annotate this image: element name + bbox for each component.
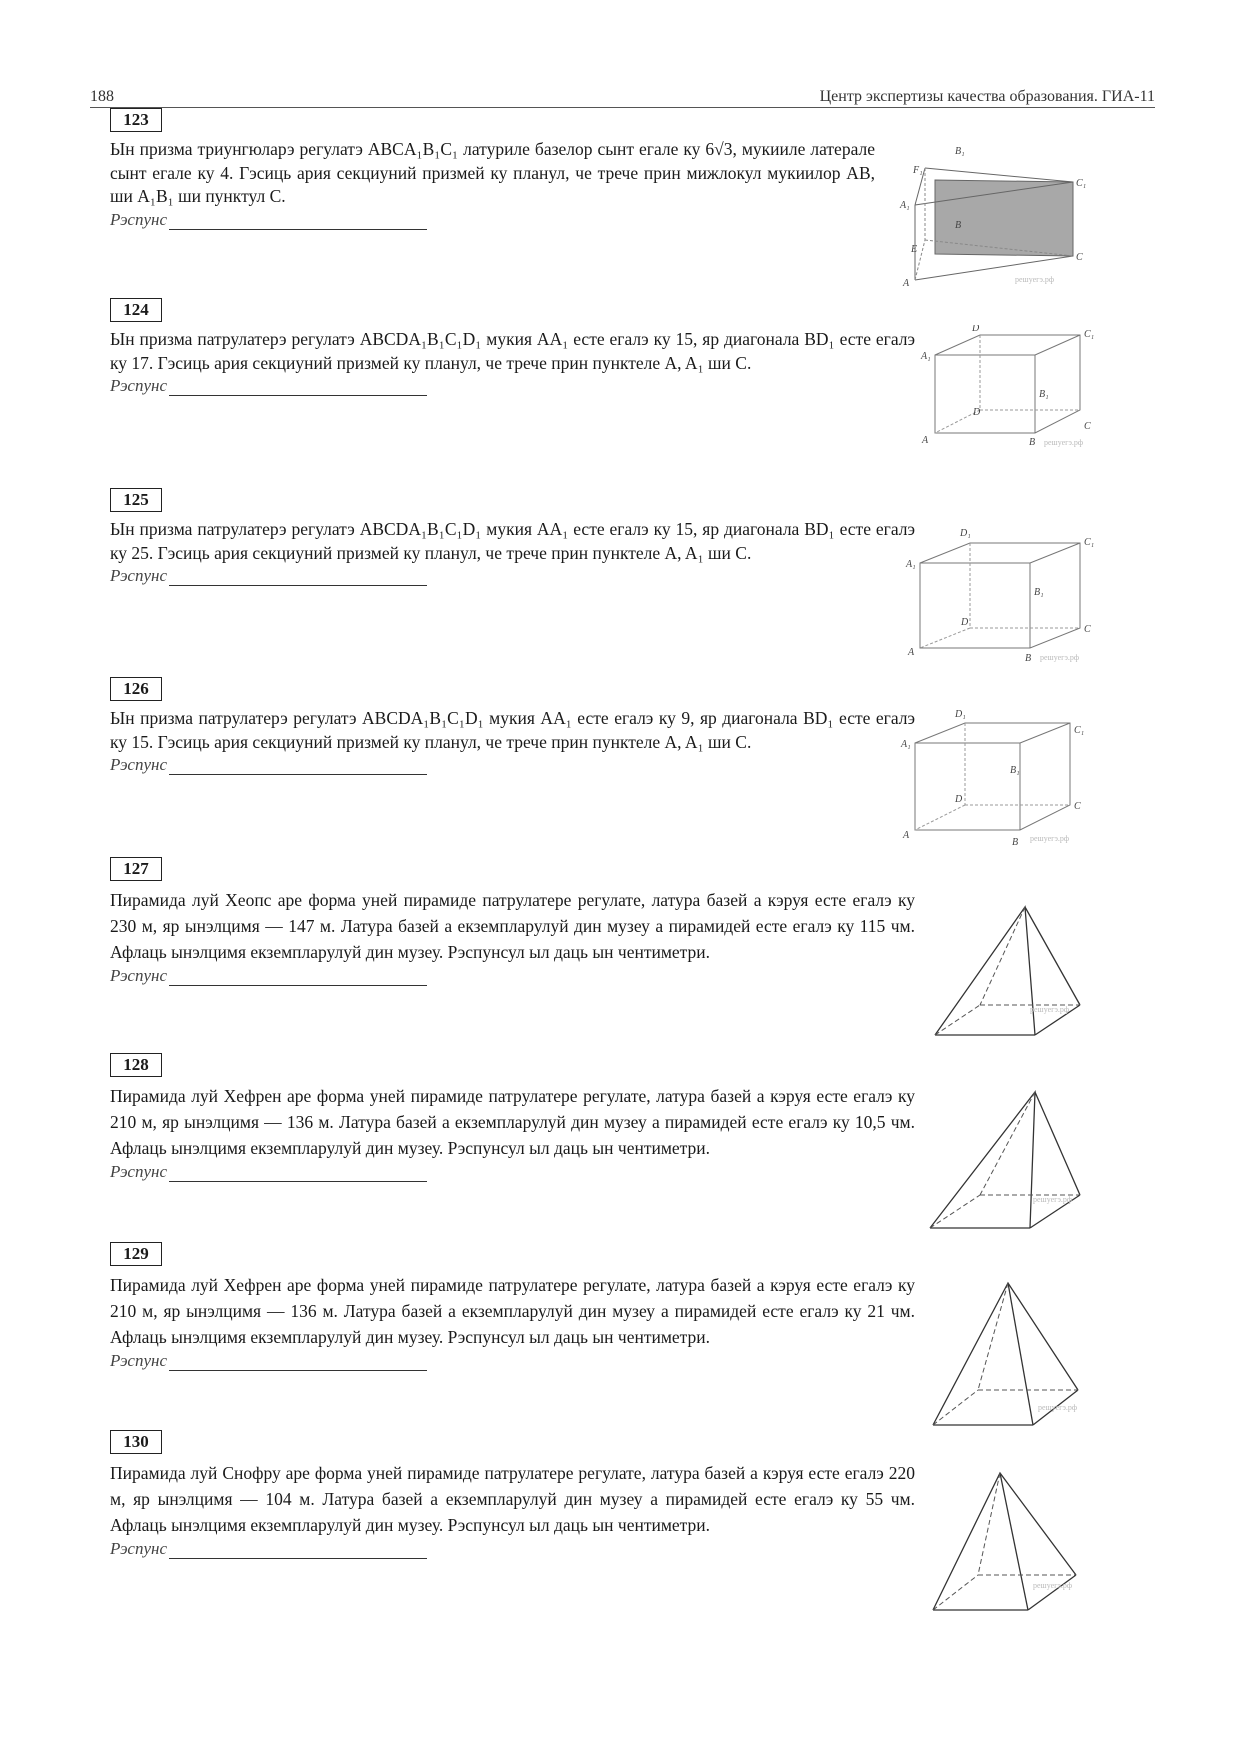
vertex-label: C <box>1084 421 1091 432</box>
watermark: решуегэ.рф <box>1033 1581 1073 1590</box>
prism-figure-126 <box>900 705 1100 855</box>
vertex-label: D <box>955 794 963 805</box>
task-text: Пирамида луй Хефрен аре форма уней пирамиде патрулатере регулате, латура базей а кэруя есте егалэ ку 210 м, яр ынэлцимя — 136 м. Латура базей а екземпларулуй дин музеу а пирамидей есте егалэ ку 10,5 чм. Афлаць ынэлцимя екземпларулуй дин музеу. Рэспунсул ыл даць ын чентиметри. <box>110 1086 915 1158</box>
vertex-label: A <box>908 647 915 658</box>
task-text: Пирамида луй Хеопс аре форма уней пирамиде патрулатере регулате, латура базей а кэруя есте егалэ ку 230 м, яр ынэлцимя — 147 м. Латура базей а екземпларулуй дин музеу а пирамидей есте егалэ ку 115 чм. Афлаць ынэлцимя екземпларулуй дин музеу. Рэспунсул ыл даць ын чентиметри. <box>110 890 915 962</box>
prism-figure-124 <box>920 325 1105 475</box>
task-text: Пирамида луй Снофру аре форма уней пирамиде патрулатере регулате, латура базей а кэруя есте егалэ 220 м, яр ынэлцимя — 104 м. Латура базей а екземпларулуй дин музеу а пирамидей есте егалэ ку 55 чм. Афлаць ынэлцимя екземпларулуй дин музеу. Рэспунсул ыл даць ын чентиметри. <box>110 1463 915 1535</box>
task-number: 127 <box>110 857 162 881</box>
answer-line[interactable] <box>169 378 427 396</box>
vertex-label: B₁ <box>1034 587 1044 598</box>
task-text: Пирамида луй Хефрен аре форма уней пирамиде патрулатере регулате, латура базей а кэруя есте егалэ ку 210 м, яр ынэлцимя — 136 м. Латура базей а екземпларулуй дин музеу а пирамидей есте егалэ ку 21 чм. Афлаць ынэлцимя екземпларулуй дин музеу. Рэспунсул ыл даць ын чентиметри. <box>110 1275 915 1347</box>
vertex-label: C₁ <box>1076 178 1087 189</box>
vertex-label: A₁ <box>900 200 910 211</box>
prism-figure-123 <box>895 140 1095 290</box>
vertex-label: B <box>1029 437 1036 448</box>
vertex-label: A₁ <box>906 559 916 570</box>
vertex-label: B₁ <box>955 146 965 157</box>
watermark: решуегэ.рф <box>1044 438 1084 447</box>
vertex-label: C <box>1084 624 1091 635</box>
task-number: 123 <box>110 108 162 132</box>
answer-line[interactable] <box>169 968 427 986</box>
vertex-label: D₁ <box>960 528 971 539</box>
header-title: Центр экспертизы качества образования. ГИА-11 <box>819 88 1155 105</box>
answer-label: Рэспунс <box>110 1539 167 1558</box>
watermark: решуегэ.рф <box>1015 275 1055 284</box>
vertex-label: C₁ <box>1084 329 1095 340</box>
pyramid-figure-127 <box>930 905 1090 1045</box>
answer-line[interactable] <box>169 568 427 586</box>
vertex-label: B <box>1025 653 1032 664</box>
vertex-label: C₁ <box>1074 725 1085 736</box>
vertex-label: C <box>1076 252 1083 263</box>
answer-line[interactable] <box>169 757 427 775</box>
answer-label: Рэспунс <box>110 566 167 585</box>
task-text: Ын призма триунгюларэ регулатэ ABCA₁B₁C₁ латуриле базелор сынт егале ку 6√3, мукииле латерале сынт егале ку 4. Гэсиць ария секциуний призмей ку планул, че трече прин мижлокул мукиилор AB, ши A₁B₁ ши пунктул C. <box>110 139 875 206</box>
vertex-label: C₁ <box>1084 537 1095 548</box>
vertex-label: D <box>973 407 981 418</box>
task-number: 129 <box>110 1242 162 1266</box>
answer-line[interactable] <box>169 212 427 230</box>
task-number: 125 <box>110 488 162 512</box>
answer-label: Рэспунс <box>110 755 167 774</box>
vertex-label: A₁ <box>921 351 931 362</box>
task-number: 128 <box>110 1053 162 1077</box>
vertex-label: D₁ <box>955 709 966 720</box>
task-number: 124 <box>110 298 162 322</box>
watermark: решуегэ.рф <box>1030 1005 1070 1014</box>
answer-label: Рэспунс <box>110 376 167 395</box>
vertex-label: B₁ <box>1039 389 1049 400</box>
vertex-label: A₁ <box>901 739 911 750</box>
vertex-label: C <box>1074 801 1081 812</box>
vertex-label: A <box>903 830 910 841</box>
vertex-label: F₁ <box>913 165 923 176</box>
vertex-label: D <box>961 617 969 628</box>
answer-label: Рэспунс <box>110 1162 167 1181</box>
vertex-label: B₁ <box>1010 765 1020 776</box>
answer-label: Рэспунс <box>110 966 167 985</box>
prism-figure-125 <box>905 525 1105 675</box>
vertex-label: B <box>1012 837 1019 848</box>
watermark: решуегэ.рф <box>1033 1195 1073 1204</box>
vertex-label: B <box>955 220 962 231</box>
page-number: 188 <box>90 88 114 105</box>
task-number: 130 <box>110 1430 162 1454</box>
vertex-label: A <box>922 435 929 446</box>
task-number: 126 <box>110 677 162 701</box>
answer-line[interactable] <box>169 1541 427 1559</box>
watermark: решуегэ.рф <box>1030 834 1070 843</box>
task-text: Ын призма патрулатерэ регулатэ ABCDA₁B₁C₁D₁ мукия AA₁ есте егалэ ку 15, яр диагонала BD₁ есте егалэ ку 17. Гэсиць ария секциуний призмей ку планул, че трече прин пунктеле A, A₁ ши C. <box>110 329 915 373</box>
answer-label: Рэспунс <box>110 209 167 229</box>
pyramid-figure-128 <box>925 1090 1090 1235</box>
pyramid-figure-129 <box>928 1280 1093 1435</box>
answer-line[interactable] <box>169 1353 427 1371</box>
watermark: решуегэ.рф <box>1040 653 1080 662</box>
task-text: Ын призма патрулатерэ регулатэ ABCDA₁B₁C₁D₁ мукия AA₁ есте егалэ ку 15, яр диагонала BD₁ есте егалэ ку 25. Гэсиць ария секциуний призмей ку планул, че трече прин пунктеле A, A₁ ши C. <box>110 519 915 563</box>
answer-label: Рэспунс <box>110 1351 167 1370</box>
vertex-label: D <box>972 325 980 334</box>
answer-line[interactable] <box>169 1164 427 1182</box>
watermark: решуегэ.рф <box>1038 1403 1078 1412</box>
pyramid-figure-130 <box>928 1470 1093 1620</box>
task-text: Ын призма патрулатерэ регулатэ ABCDA₁B₁C₁D₁ мукия AA₁ есте егалэ ку 9, яр диагонала BD₁ есте егалэ ку 15. Гэсиць ария секциуний призмей ку планул, че трече прин пунктеле A, A₁ ши C. <box>110 708 915 752</box>
vertex-label: E <box>911 244 918 255</box>
vertex-label: A <box>903 278 910 289</box>
